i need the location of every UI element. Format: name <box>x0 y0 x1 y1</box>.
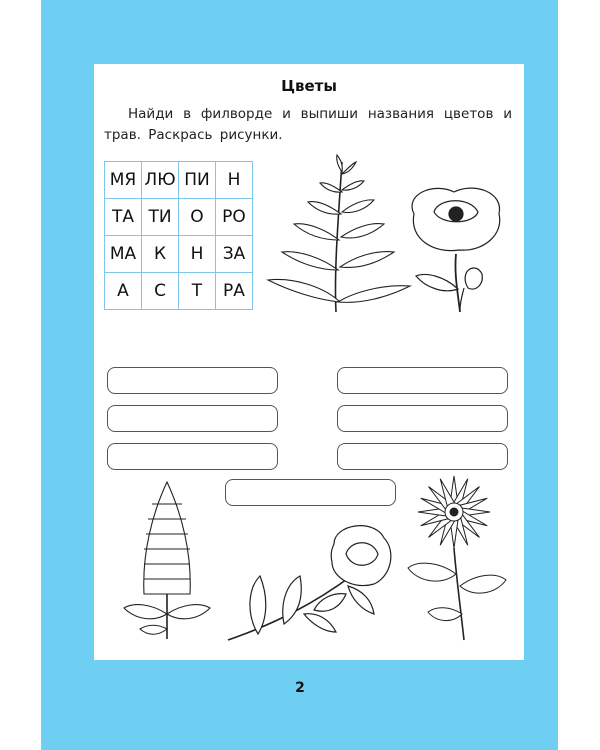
grid-cell: К <box>142 236 179 273</box>
page-number: 2 <box>295 680 305 696</box>
grid-cell: ТА <box>105 199 142 236</box>
grid-row <box>105 162 253 199</box>
grid-cell: ТИ <box>142 199 179 236</box>
answer-field[interactable] <box>107 405 278 432</box>
grid-cell: МА <box>105 236 142 273</box>
peony-flower-icon <box>224 514 399 644</box>
grid-cell: Н <box>179 236 216 273</box>
word-search-grid <box>104 161 253 310</box>
instruction-text: Найди в филворде и выпиши названия цветов и трав. Раскрась рисунки. <box>104 106 512 143</box>
grid-cell: МЯ <box>105 162 142 199</box>
answer-field[interactable] <box>225 479 396 506</box>
worksheet-page <box>94 64 524 660</box>
grid-cell: ПИ <box>179 162 216 199</box>
answer-field[interactable] <box>107 367 278 394</box>
page-title: Цветы <box>281 77 337 95</box>
answer-field[interactable] <box>337 443 508 470</box>
mint-plant-icon <box>264 152 414 317</box>
grid-cell: О <box>179 199 216 236</box>
grid-cell: РО <box>216 199 253 236</box>
answer-field[interactable] <box>107 443 278 470</box>
grid-row <box>105 199 253 236</box>
lupine-flower-icon <box>122 474 212 644</box>
grid-cell: Т <box>179 273 216 310</box>
answer-field[interactable] <box>337 405 508 432</box>
grid-cell: ЗА <box>216 236 253 273</box>
grid-cell: С <box>142 273 179 310</box>
grid-cell: ЛЮ <box>142 162 179 199</box>
grid-cell: Н <box>216 162 253 199</box>
answer-field[interactable] <box>337 367 508 394</box>
grid-cell: А <box>105 273 142 310</box>
poppy-flower-icon <box>404 184 509 314</box>
grid-cell: РА <box>216 273 253 310</box>
aster-flower-icon <box>402 474 512 644</box>
grid-row <box>105 273 253 310</box>
grid-row <box>105 236 253 273</box>
